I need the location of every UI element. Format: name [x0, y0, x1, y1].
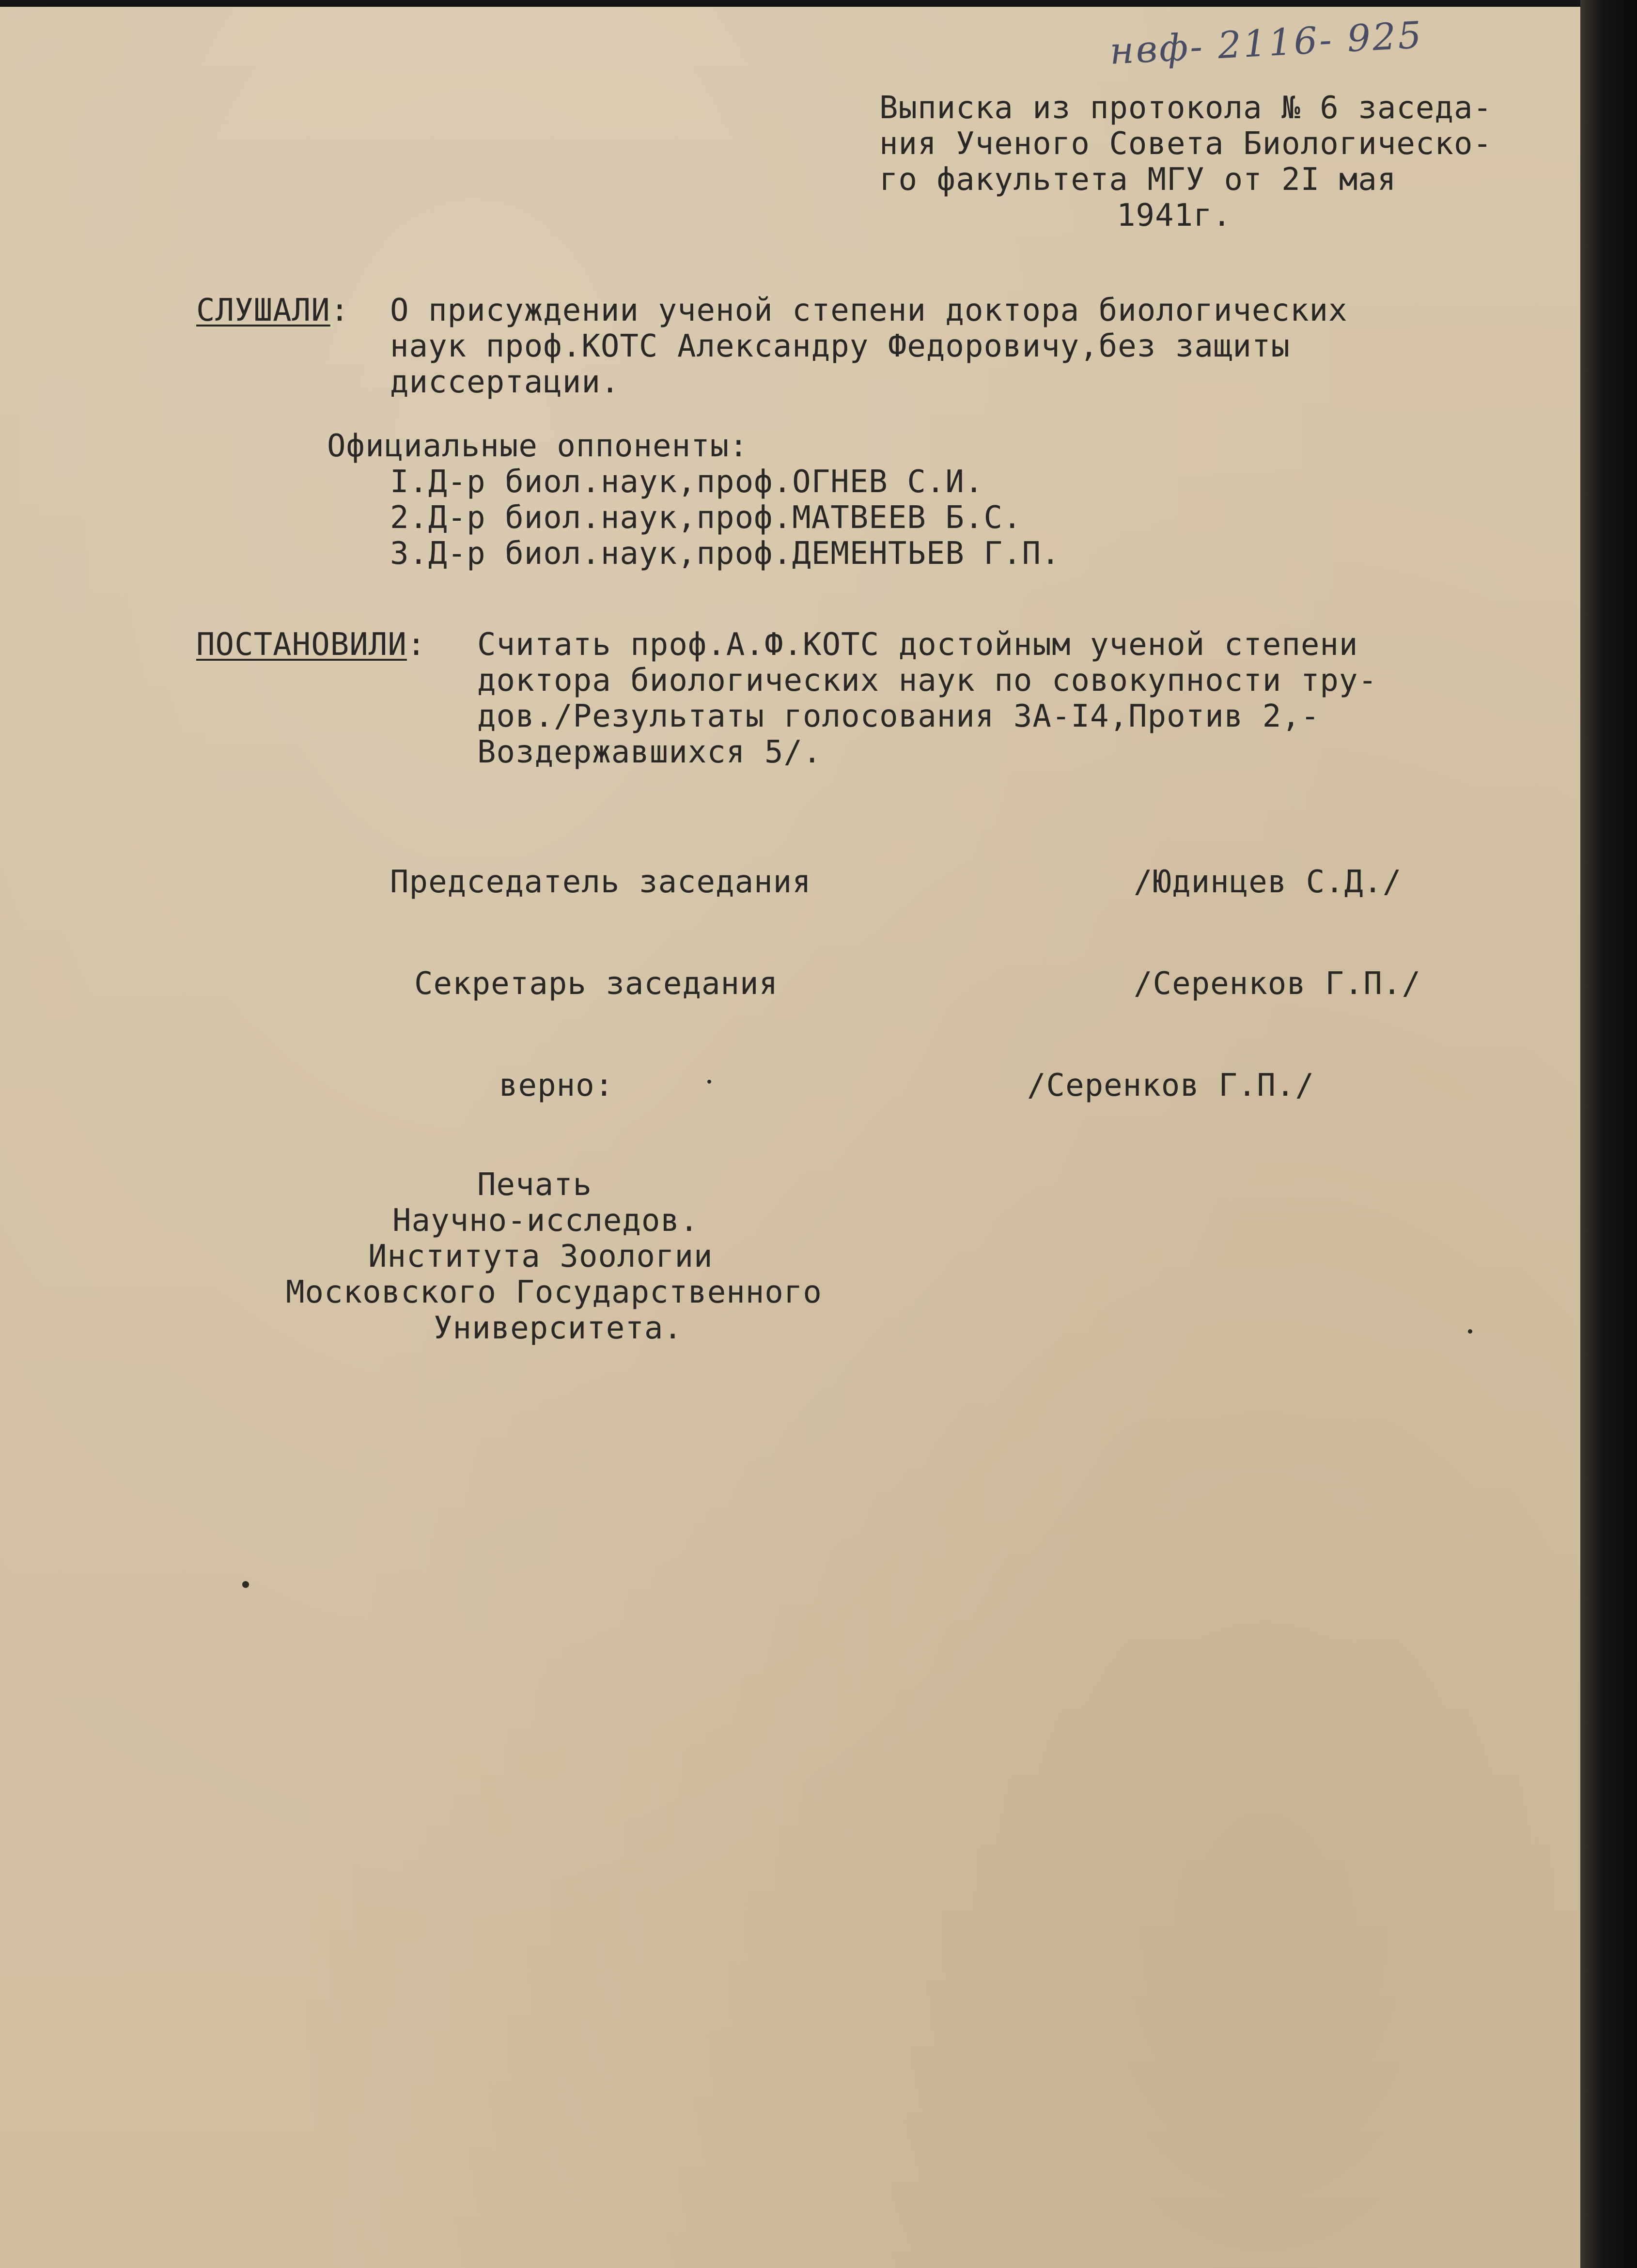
heard-heading — [196, 293, 349, 328]
paper-speck — [1468, 1329, 1472, 1334]
seal-line-2: Научно-исследов. — [392, 1203, 699, 1239]
heard-line-2: наук проф.КОТС Александру Федоровичу,без защиты — [390, 328, 1290, 364]
heard-label: СЛУШАЛИ — [196, 293, 330, 328]
heard-colon: : — [330, 293, 350, 328]
resolved-line-2: доктора биологических наук по совокупности тру- — [477, 663, 1377, 699]
resolved-heading — [196, 627, 426, 663]
secretary-name: /Серенков Г.П./ — [1134, 966, 1421, 1002]
resolved-label: ПОСТАНОВИЛИ — [196, 627, 407, 663]
heard-line-1: О присуждении ученой степени доктора биологических — [390, 293, 1348, 328]
paper-speck — [707, 1080, 711, 1084]
chairman-role: Председатель заседания — [390, 864, 811, 900]
opponent-item: 3.Д-р биол.наук,проф.ДЕМЕНТЬЕВ Г.П. — [390, 536, 1060, 572]
header-line-2: ния Ученого Совета Биологическо- — [879, 126, 1492, 162]
header-line-3: го факультета МГУ от 2I мая — [879, 162, 1397, 198]
seal-line-1: Печать — [477, 1167, 592, 1203]
secretary-role: Секретарь заседания — [414, 966, 779, 1002]
paper-speck — [242, 1581, 249, 1588]
true-copy-label: верно: — [499, 1068, 614, 1103]
opponents-title: Официальные оппоненты: — [327, 428, 748, 464]
handwritten-archive-reference: нвф- 2116- 925 — [1108, 13, 1424, 73]
resolved-line-4: Воздержавшихся 5/. — [477, 734, 822, 770]
header-line-1: Выписка из протокола № 6 заседа- — [879, 90, 1492, 126]
opponent-item: 2.Д-р биол.наук,проф.МАТВЕЕВ Б.С. — [390, 500, 1022, 536]
seal-line-4: Московского Государственного — [286, 1274, 822, 1310]
chairman-name: /Юдинцев С.Д./ — [1134, 864, 1402, 900]
seal-line-3: Института Зоологии — [368, 1239, 713, 1274]
resolved-colon: : — [406, 627, 426, 663]
header-line-4: 1941г. — [1117, 198, 1232, 233]
opponent-item: I.Д-р биол.наук,проф.ОГНЕВ С.И. — [390, 464, 984, 500]
seal-line-5: Университета. — [434, 1310, 683, 1346]
resolved-line-1: Считать проф.А.Ф.КОТС достойным ученой степени — [477, 627, 1358, 663]
heard-line-3: диссертации. — [390, 364, 620, 400]
resolved-line-3: дов./Результаты голосования ЗА-I4,Против 2,- — [477, 699, 1320, 734]
scanner-edge — [1580, 0, 1637, 2268]
true-copy-name: /Серенков Г.П./ — [1027, 1068, 1314, 1103]
paper-sheet — [0, 7, 1580, 2268]
